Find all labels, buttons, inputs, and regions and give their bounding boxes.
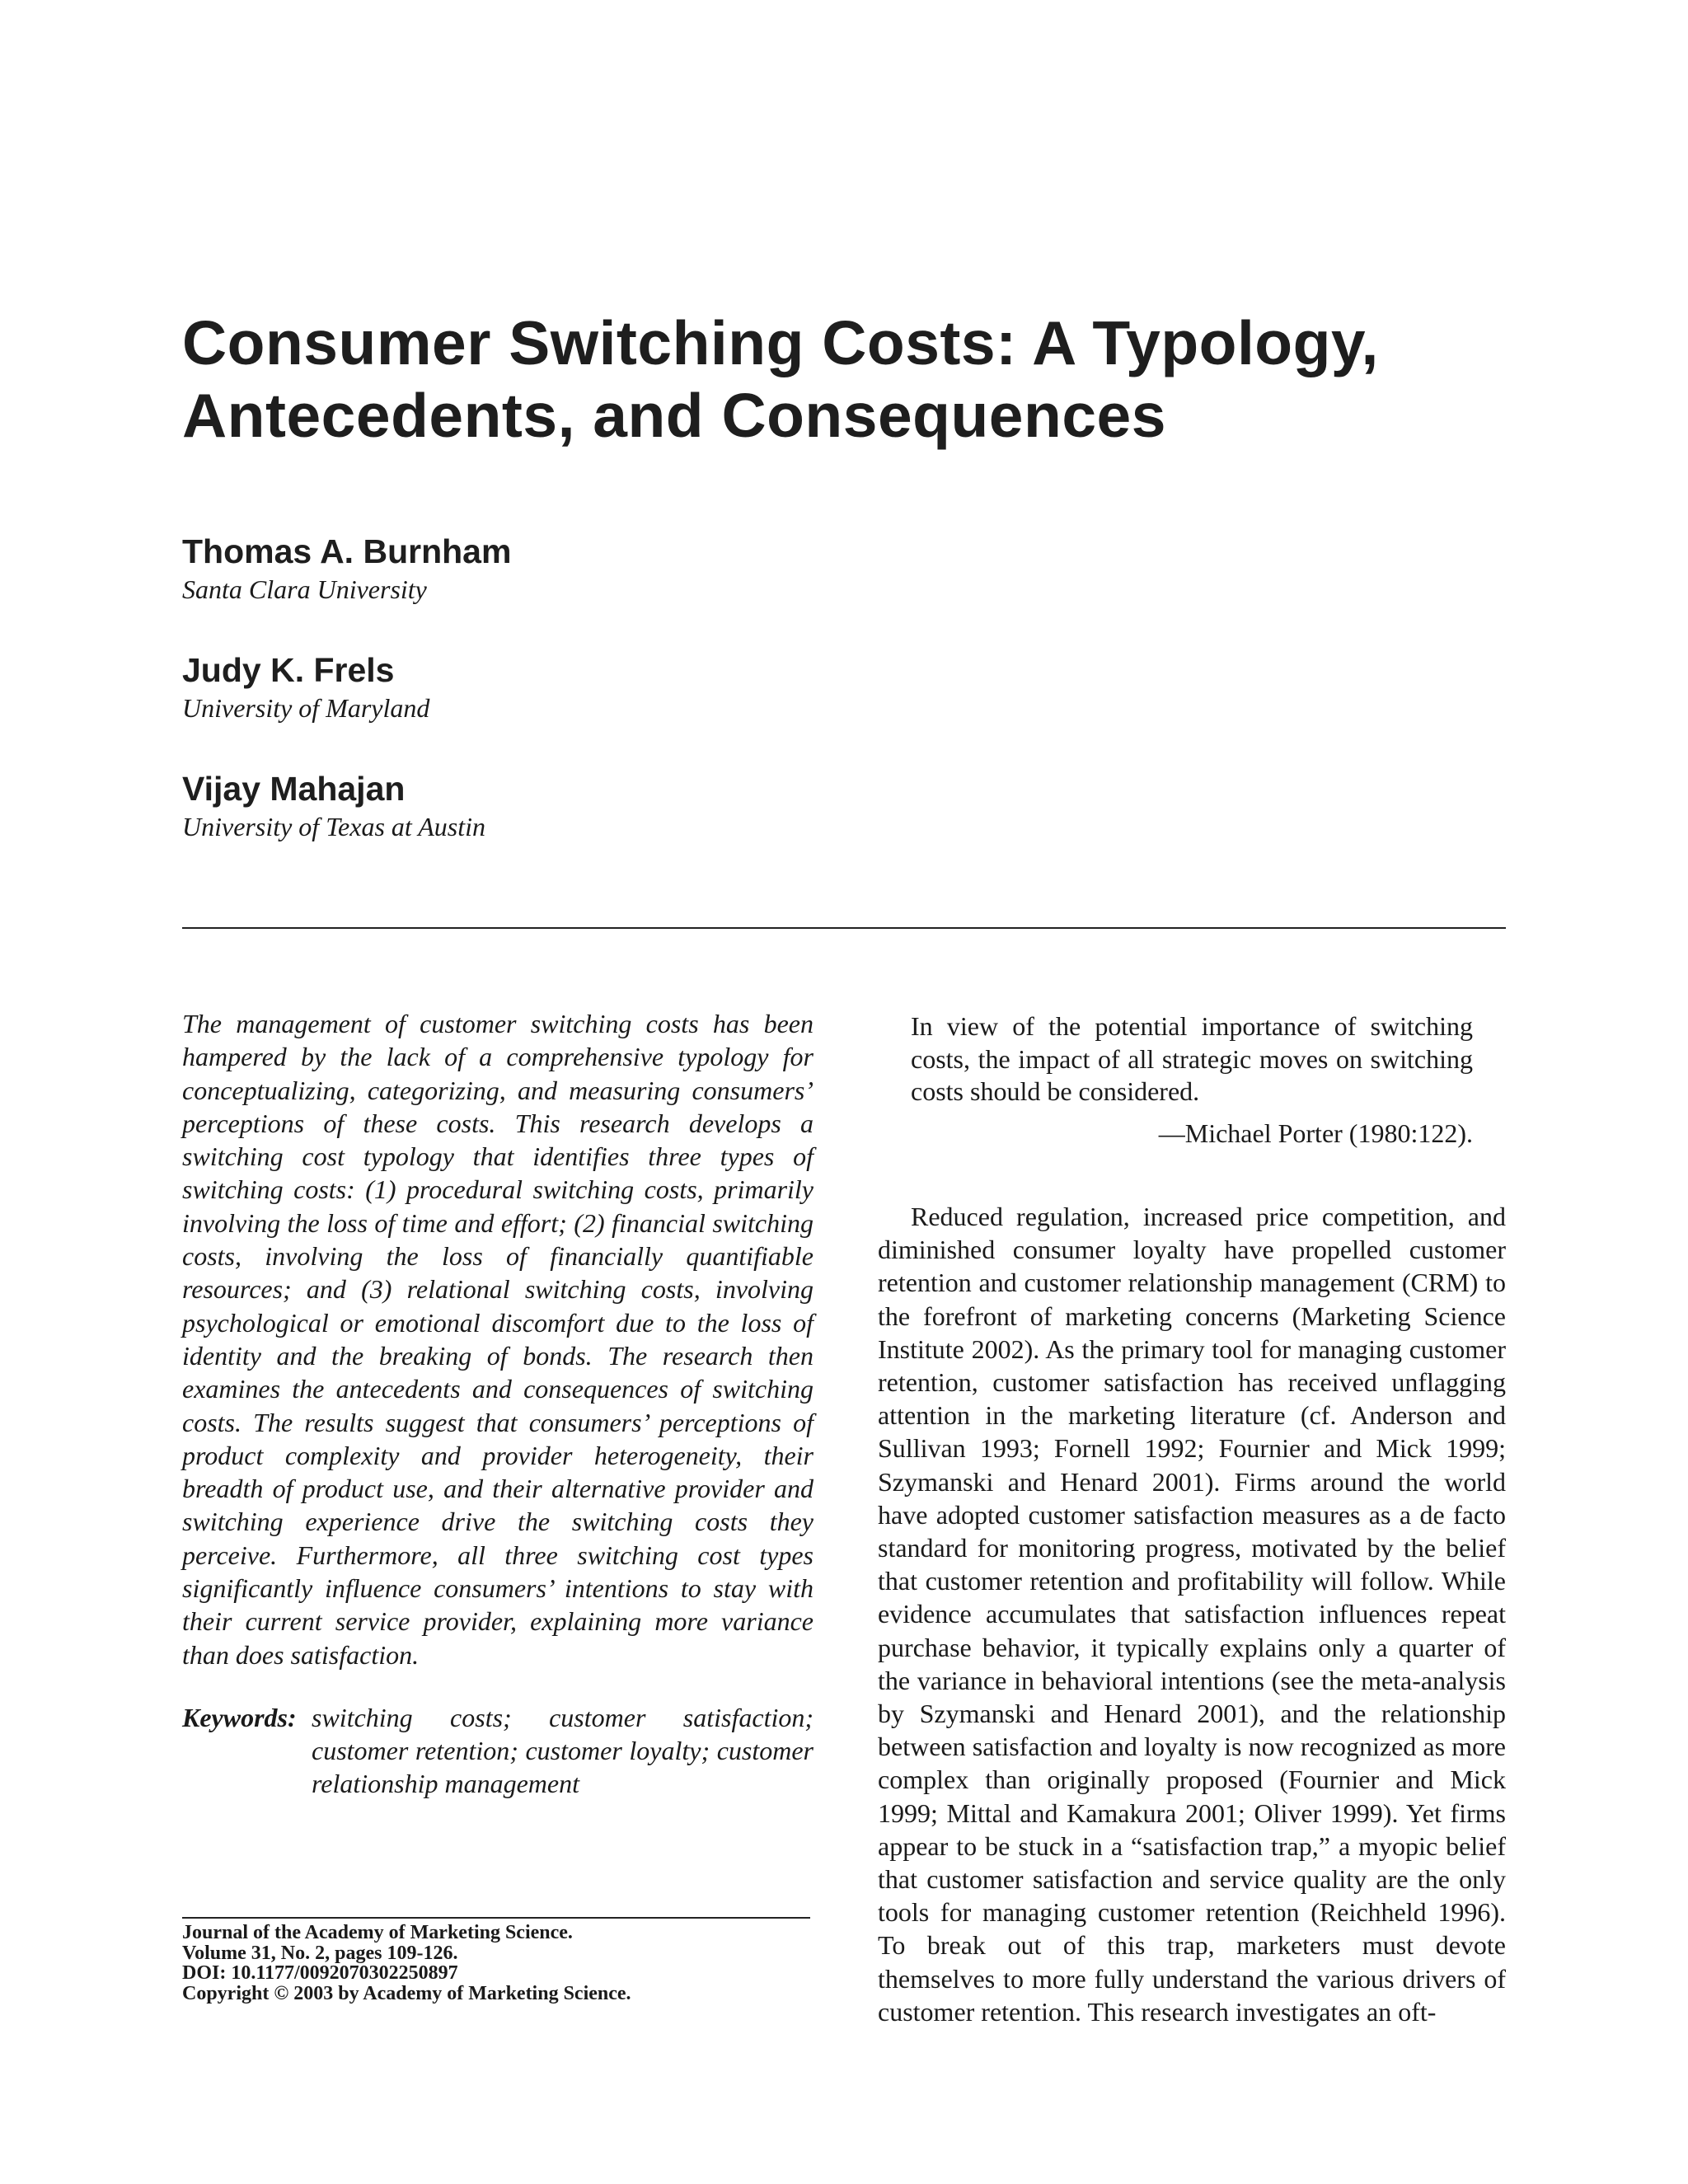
epigraph-attribution: —Michael Porter (1980:122). xyxy=(1158,1118,1473,1148)
footnote-journal: Journal of the Academy of Marketing Science. xyxy=(182,1922,573,1943)
author-affiliation: University of Maryland xyxy=(182,693,430,723)
keywords-label: Keywords: xyxy=(182,1703,297,1732)
author-name: Thomas A. Burnham xyxy=(182,532,512,570)
paper-title xyxy=(182,307,1517,452)
citation-footnote xyxy=(182,1923,825,2004)
author-block xyxy=(182,769,485,843)
footnote-divider xyxy=(182,1917,810,1919)
footnote-doi: DOI: 10.1177/0092070302250897 xyxy=(182,1962,458,1984)
epigraph-quote: In view of the potential importance of switching costs, the impact of all strategic moves on switching costs should be considered. xyxy=(911,1011,1473,1106)
author-name: Judy K. Frels xyxy=(182,651,395,689)
footnote-copyright: Copyright © 2003 by Academy of Marketing Science. xyxy=(182,1982,631,2004)
header-divider xyxy=(182,927,1506,929)
author-block xyxy=(182,650,429,724)
author-name: Vijay Mahajan xyxy=(182,770,406,808)
title-line-2: Antecedents, and Consequences xyxy=(182,381,1166,450)
author-affiliation: University of Texas at Austin xyxy=(182,812,485,841)
body-paragraph: Reduced regulation, increased price competition, and diminished consumer loyalty have propelled customer retention and customer relationship management (CRM) to the forefront of marketing concerns (Marketing Science Institute 2002). As the primary tool for managing customer retention, customer satisfaction has received unflagging attention in the marketing literature (cf. Anderson and Sullivan 1993; Fornell 1992; Fournier and Mick 1999; Szymanski and Henard 2001). Firms around the world have adopted customer satisfaction measures as a de facto standard for monitoring progress, motivated by the belief that customer retention and profitability will follow. While evidence accumulates that satisfaction influences repeat purchase behavior, it typically explains only a quarter of the variance in behavioral intentions (see the meta-analysis by Szymanski and Henard 2001), and the relationship between satisfaction and loyalty is now recognized as more complex than originally proposed (Fournier and Mick 1999; Mittal and Kamakura 2001; Oliver 1999). Yet firms appear to be stuck in a “satisfaction trap,” a myopic belief that customer satisfaction and service quality are the only tools for managing customer retention (Reichheld 1996). To break out of this trap, marketers must devote themselves to more fully understand the various drivers of customer retention. This research investigates an oft- xyxy=(878,1202,1506,2027)
author-affiliation: Santa Clara University xyxy=(182,574,427,604)
author-block xyxy=(182,532,511,606)
footnote-volume: Volume 31, No. 2, pages 109-126. xyxy=(182,1942,458,1964)
title-line-1: Consumer Switching Costs: A Typology, xyxy=(182,308,1379,377)
abstract: The management of customer switching costs has been hampered by the lack of a comprehensive typology for conceptualizing, categorizing, and measuring consumers’ perceptions of these costs. This research develops a switching cost typology that identifies three types of switching costs: (1) procedural switching costs, primarily involving the loss of time and effort; (2) financial switching costs, involving the loss of financially quantifiable resources; and (3) relational switching costs, involving psychological or emotional discomfort due to the loss of identity and the breaking of bonds. The research then examines the antecedents and consequences of switching costs. The results suggest that consumers’ perceptions of product complexity and provider heterogeneity, their breadth of product use, and their alternative provider and switching experience drive the switching costs they perceive. Furthermore, all three switching cost types significantly influence consumers’ intentions to stay with their current service provider, explaining more variance than does satisfaction. xyxy=(182,1009,814,1670)
keywords xyxy=(182,1701,814,1800)
keywords-text: switching costs; customer satisfaction; customer retention; customer loyalty; customer relationship management xyxy=(312,1703,814,1798)
